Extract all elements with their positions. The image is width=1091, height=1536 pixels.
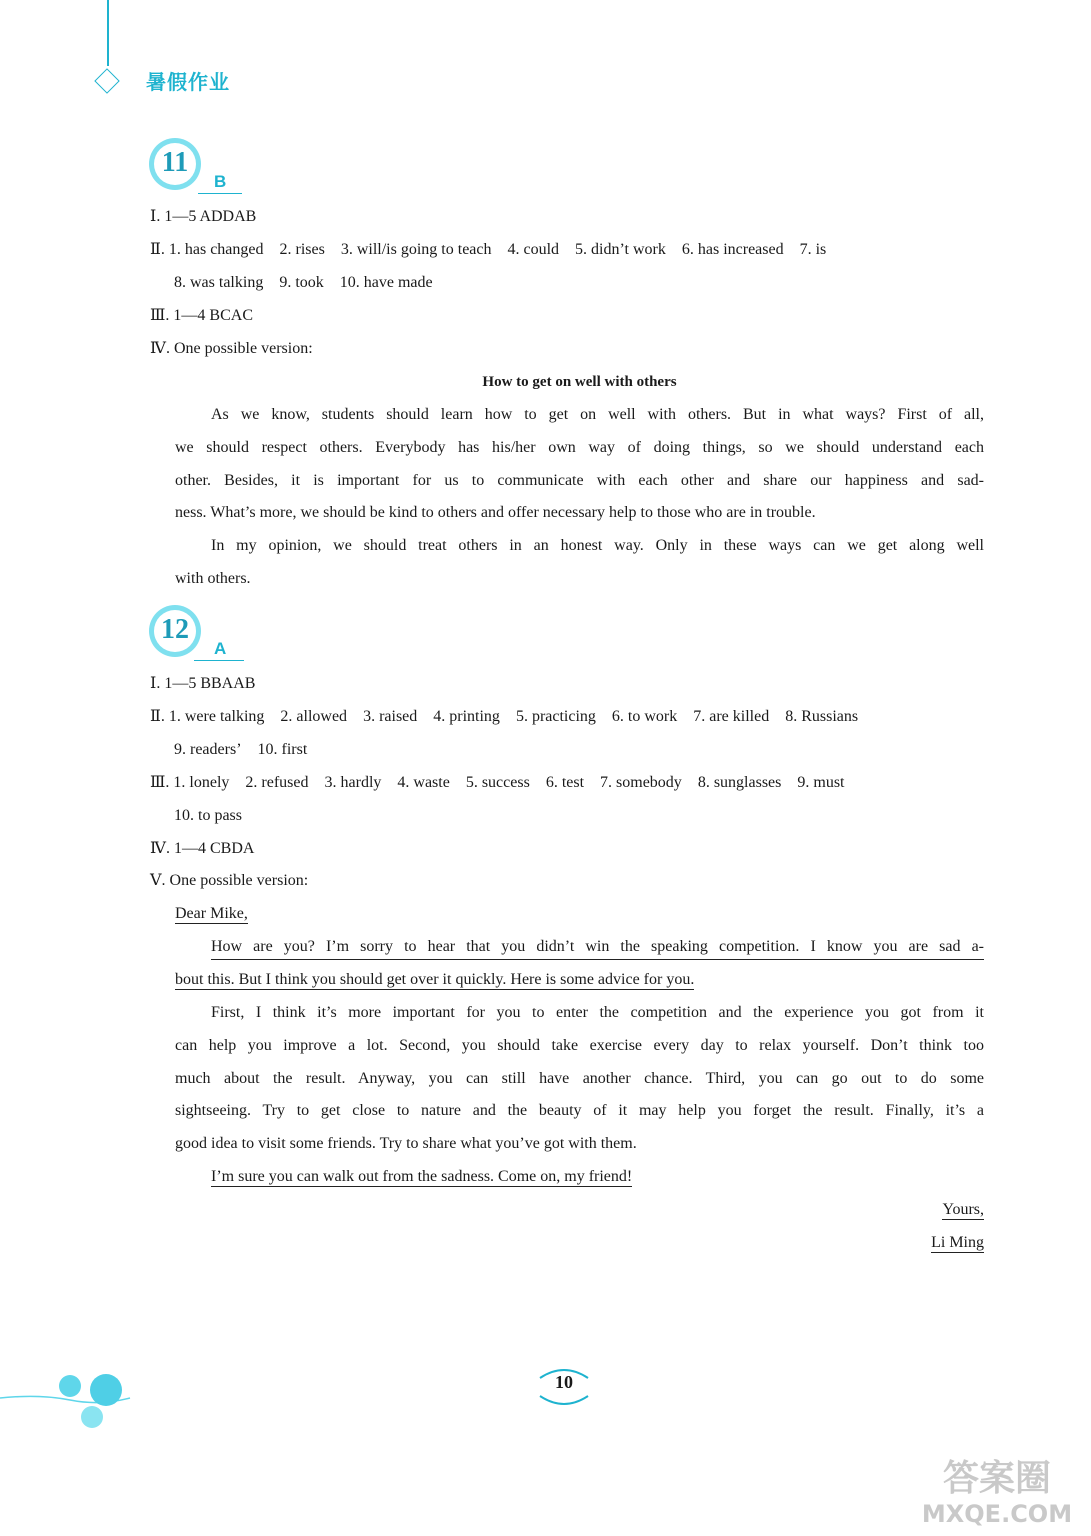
section-level: A: [214, 639, 227, 658]
page-number: 10: [555, 1372, 573, 1392]
section-underline: [198, 193, 242, 194]
diamond-icon: [94, 68, 119, 93]
answer-line: Ⅱ. 1. has changed 2. rises 3. will/is going to teach 4. could 5. didn’t work 6. has increased 7. is: [150, 241, 827, 258]
answer-line: 9. readers’ 10. first: [174, 741, 308, 758]
letter-line: I’m sure you can walk out from the sadness. Come on, my friend!: [211, 1168, 633, 1185]
answer-line: Ⅰ. 1—5 ADDAB: [150, 208, 257, 225]
answer-line: 8. was talking 9. took 10. have made: [174, 274, 433, 291]
section-number: 11: [161, 147, 189, 178]
letter-signature: Li Ming: [931, 1234, 984, 1251]
letter-line: good idea to visit some friends. Try to share what you’ve got with them.: [175, 1135, 637, 1152]
header-vertical-line: [107, 0, 109, 66]
answer-line: Ⅲ. 1—4 BCAC: [150, 307, 253, 324]
letter-line: First, I think it’s more important for you to enter the competition and the experience you got from it: [211, 1004, 984, 1021]
essay-line: In my opinion, we should treat others in an honest way. Only in these ways can we get along well: [211, 537, 984, 554]
essay-title: How to get on well with others: [482, 374, 677, 390]
essay-line: As we know, students should learn how to get on well with others. But in what ways? First of all,: [211, 406, 984, 423]
letter-line: can help you improve a lot. Second, you should take exercise every day to relax yourself. Don’t think too: [175, 1037, 984, 1054]
bubbles-icon: [0, 1368, 140, 1438]
essay-line: with others.: [175, 570, 251, 587]
section-level: B: [214, 172, 227, 191]
answer-line: Ⅰ. 1—5 BBAAB: [150, 675, 256, 692]
essay-line: we should respect others. Everybody has his/her own way of doing things, so we should understand each: [175, 439, 984, 456]
answer-line: Ⅴ. One possible version:: [150, 872, 309, 889]
letter-line: bout this. But I think you should get over it quickly. Here is some advice for you.: [175, 971, 695, 988]
section-underline: [194, 660, 244, 661]
essay-line: ness. What’s more, we should be kind to others and offer necessary help to those who are in trouble.: [175, 504, 816, 521]
header-title: 暑假作业: [146, 70, 230, 94]
essay-line: other. Besides, it is important for us to communicate with each other and share our happiness and sad-: [175, 472, 984, 489]
watermark: 答案圈 MXQE.COM: [921, 1458, 1073, 1528]
section-number: 12: [161, 614, 189, 645]
section-badge-icon: [147, 603, 203, 659]
letter-line: much about the result. Anyway, you can still have another chance. Third, you can go out to do some: [175, 1070, 984, 1087]
answer-line: 10. to pass: [174, 807, 242, 824]
answer-line: Ⅳ. 1—4 CBDA: [150, 840, 255, 857]
letter-line: sightseeing. Try to get close to nature and the beauty of it may help you forget the result. Finally, it’s a: [175, 1102, 984, 1119]
answer-line: Ⅲ. 1. lonely 2. refused 3. hardly 4. waste 5. success 6. test 7. somebody 8. sunglasses 9. must: [150, 774, 845, 791]
answer-line: Ⅱ. 1. were talking 2. allowed 3. raised 4. printing 5. practicing 6. to work 7. are killed 8. Russians: [150, 708, 859, 725]
letter-closing: Yours,: [942, 1201, 984, 1218]
answer-line: Ⅳ. One possible version:: [150, 340, 313, 357]
letter-greeting: Dear Mike,: [175, 905, 248, 922]
section-badge-icon: [147, 136, 203, 192]
letter-line: How are you? I’m sorry to hear that you didn’t win the speaking competition. I know you are sad a-: [211, 936, 984, 960]
